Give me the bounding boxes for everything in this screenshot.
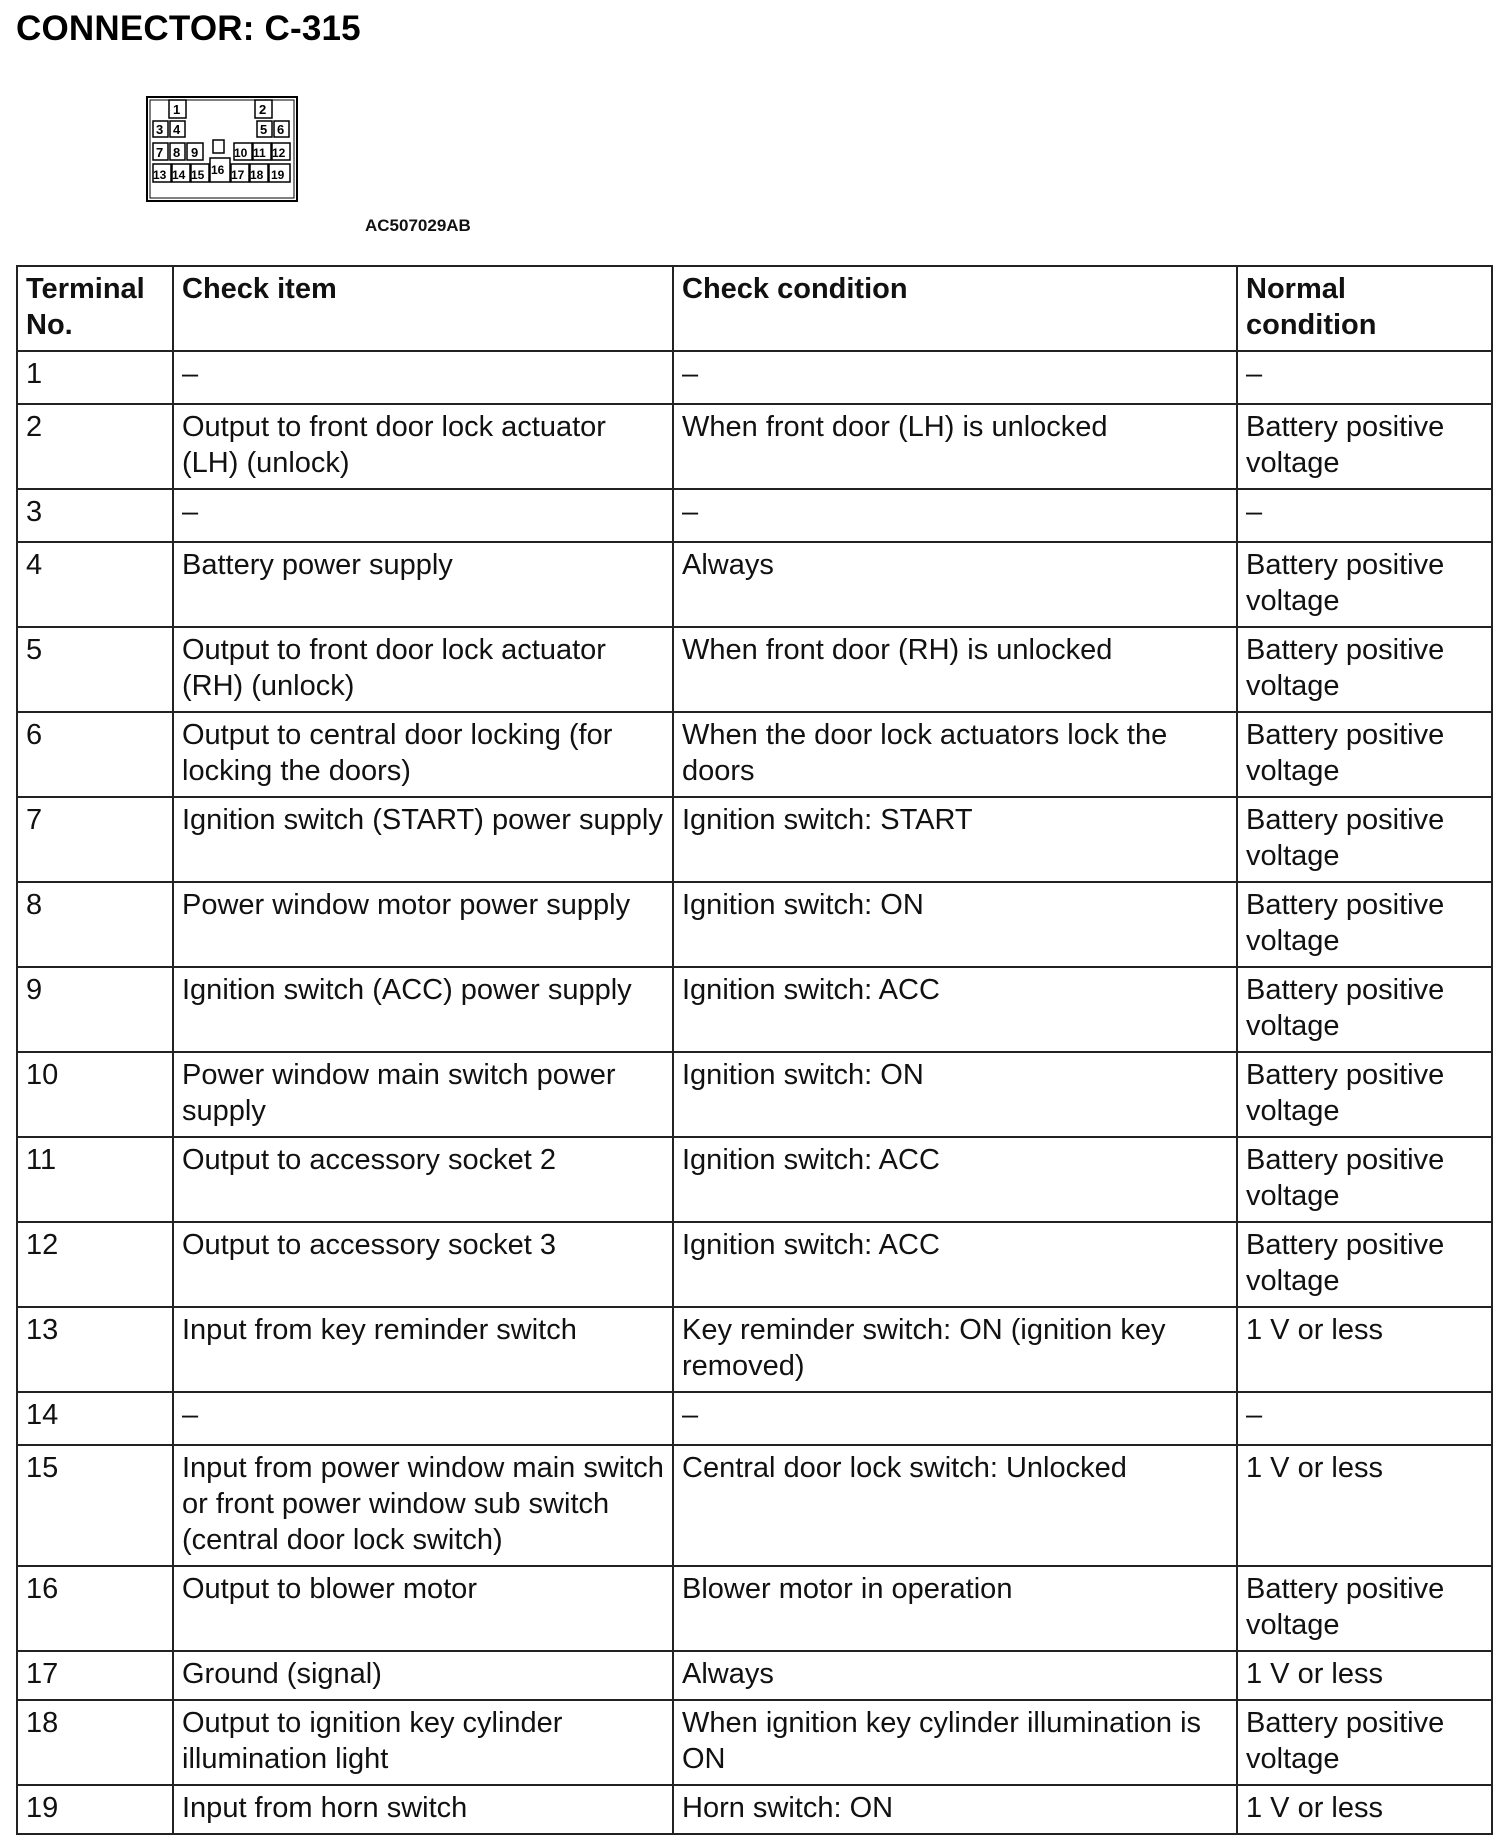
- check-condition-cell: Horn switch: ON: [673, 1785, 1237, 1834]
- check-item-cell: Power window motor power supply: [173, 882, 673, 967]
- normal-condition-cell: 1 V or less: [1237, 1445, 1492, 1566]
- normal-condition-cell: Battery positive voltage: [1237, 1700, 1492, 1785]
- normal-condition-cell: Battery positive voltage: [1237, 1222, 1492, 1307]
- check-condition-cell: Blower motor in operation: [673, 1566, 1237, 1651]
- check-item-cell: Battery power supply: [173, 542, 673, 627]
- check-condition-cell: Always: [673, 1651, 1237, 1700]
- terminal-cell: 11: [17, 1137, 173, 1222]
- normal-condition-cell: 1 V or less: [1237, 1785, 1492, 1834]
- check-item-cell: Output to blower motor: [173, 1566, 673, 1651]
- connector-pinout-figure: [146, 96, 298, 202]
- pin-label: 1: [173, 102, 181, 117]
- terminal-cell: 4: [17, 542, 173, 627]
- pin-label: 15: [191, 168, 205, 182]
- table-row: [17, 1307, 1492, 1392]
- normal-condition-cell: Battery positive voltage: [1237, 1052, 1492, 1137]
- header-normal-condition: Normal condition: [1237, 266, 1492, 351]
- header-terminal-no: Terminal No.: [17, 266, 173, 351]
- normal-condition-cell: Battery positive voltage: [1237, 627, 1492, 712]
- check-item-cell: –: [173, 1392, 673, 1445]
- check-condition-cell: Ignition switch: ON: [673, 1052, 1237, 1137]
- terminal-cell: 19: [17, 1785, 173, 1834]
- normal-condition-cell: Battery positive voltage: [1237, 1566, 1492, 1651]
- pin-label: 19: [271, 168, 285, 182]
- terminal-cell: 14: [17, 1392, 173, 1445]
- pin-label: 5: [260, 122, 268, 137]
- check-item-cell: Output to accessory socket 2: [173, 1137, 673, 1222]
- terminal-cell: 18: [17, 1700, 173, 1785]
- terminal-cell: 13: [17, 1307, 173, 1392]
- pin-label: 12: [272, 146, 286, 160]
- check-item-cell: –: [173, 351, 673, 404]
- pin-label: 13: [153, 168, 167, 182]
- check-condition-cell: –: [673, 1392, 1237, 1445]
- table-row: [17, 1445, 1492, 1566]
- table-row: [17, 1700, 1492, 1785]
- terminal-cell: 12: [17, 1222, 173, 1307]
- pin-label: 2: [259, 102, 267, 117]
- check-item-cell: –: [173, 489, 673, 542]
- check-condition-cell: When front door (RH) is unlocked: [673, 627, 1237, 712]
- check-condition-cell: Key reminder switch: ON (ignition key removed): [673, 1307, 1237, 1392]
- table-row: [17, 967, 1492, 1052]
- check-item-cell: Power window main switch power supply: [173, 1052, 673, 1137]
- check-condition-cell: Ignition switch: ACC: [673, 1222, 1237, 1307]
- pin-label: 11: [253, 146, 266, 160]
- check-item-cell: Output to front door lock actuator (LH) (unlock): [173, 404, 673, 489]
- check-condition-cell: Ignition switch: ACC: [673, 967, 1237, 1052]
- table-row: [17, 351, 1492, 404]
- check-item-cell: Output to central door locking (for locking the doors): [173, 712, 673, 797]
- check-condition-cell: Always: [673, 542, 1237, 627]
- pin-label: 6: [277, 122, 285, 137]
- normal-condition-cell: Battery positive voltage: [1237, 404, 1492, 489]
- table-row: [17, 1651, 1492, 1700]
- table-row: [17, 489, 1492, 542]
- check-item-cell: Input from power window main switch or front power window sub switch (central door lock switch): [173, 1445, 673, 1566]
- normal-condition-cell: Battery positive voltage: [1237, 882, 1492, 967]
- terminal-cell: 9: [17, 967, 173, 1052]
- terminal-cell: 2: [17, 404, 173, 489]
- check-condition-cell: When front door (LH) is unlocked: [673, 404, 1237, 489]
- pin-label: 14: [172, 168, 186, 182]
- check-item-cell: Input from horn switch: [173, 1785, 673, 1834]
- check-condition-cell: –: [673, 489, 1237, 542]
- normal-condition-cell: Battery positive voltage: [1237, 797, 1492, 882]
- pin-label: 9: [191, 145, 199, 160]
- connector-diagram: [146, 96, 298, 202]
- terminal-cell: 10: [17, 1052, 173, 1137]
- table-row: [17, 542, 1492, 627]
- pin-label: 4: [173, 122, 181, 137]
- normal-condition-cell: –: [1237, 489, 1492, 542]
- check-condition-cell: –: [673, 351, 1237, 404]
- check-item-cell: Ignition switch (START) power supply: [173, 797, 673, 882]
- table-row: [17, 882, 1492, 967]
- header-check-item: Check item: [173, 266, 673, 351]
- terminal-cell: 8: [17, 882, 173, 967]
- terminal-cell: 7: [17, 797, 173, 882]
- check-condition-cell: Ignition switch: START: [673, 797, 1237, 882]
- table-header-row: [17, 266, 1492, 351]
- figure-code: AC507029AB: [365, 216, 471, 235]
- table-row: [17, 627, 1492, 712]
- pin-label: 16: [211, 163, 225, 177]
- normal-condition-cell: Battery positive voltage: [1237, 1137, 1492, 1222]
- terminal-cell: 17: [17, 1651, 173, 1700]
- terminal-cell: 1: [17, 351, 173, 404]
- check-item-cell: Output to ignition key cylinder illumination light: [173, 1700, 673, 1785]
- table-row: [17, 1137, 1492, 1222]
- table-row: [17, 797, 1492, 882]
- terminal-cell: 16: [17, 1566, 173, 1651]
- terminal-cell: 15: [17, 1445, 173, 1566]
- pin-label: 10: [234, 146, 248, 160]
- table-row: [17, 404, 1492, 489]
- normal-condition-cell: –: [1237, 351, 1492, 404]
- table-row: [17, 1785, 1492, 1834]
- check-item-cell: Ground (signal): [173, 1651, 673, 1700]
- normal-condition-cell: Battery positive voltage: [1237, 967, 1492, 1052]
- normal-condition-cell: –: [1237, 1392, 1492, 1445]
- check-item-cell: Input from key reminder switch: [173, 1307, 673, 1392]
- terminal-cell: 5: [17, 627, 173, 712]
- check-item-cell: Ignition switch (ACC) power supply: [173, 967, 673, 1052]
- check-item-cell: Output to front door lock actuator (RH) (unlock): [173, 627, 673, 712]
- normal-condition-cell: Battery positive voltage: [1237, 542, 1492, 627]
- pin-label: 17: [231, 168, 245, 182]
- table-row: [17, 1222, 1492, 1307]
- check-condition-cell: Ignition switch: ON: [673, 882, 1237, 967]
- pin-label: 8: [173, 145, 181, 160]
- terminal-check-table: [16, 265, 1493, 1835]
- check-condition-cell: When the door lock actuators lock the doors: [673, 712, 1237, 797]
- check-item-cell: Output to accessory socket 3: [173, 1222, 673, 1307]
- check-condition-cell: Central door lock switch: Unlocked: [673, 1445, 1237, 1566]
- normal-condition-cell: 1 V or less: [1237, 1651, 1492, 1700]
- table-row: [17, 1052, 1492, 1137]
- table-row: [17, 712, 1492, 797]
- table-body: [17, 351, 1492, 1834]
- pin-label: 3: [156, 122, 164, 137]
- pin-label: 7: [156, 145, 164, 160]
- terminal-cell: 3: [17, 489, 173, 542]
- terminal-cell: 6: [17, 712, 173, 797]
- header-check-condition: Check condition: [673, 266, 1237, 351]
- normal-condition-cell: Battery positive voltage: [1237, 712, 1492, 797]
- check-condition-cell: Ignition switch: ACC: [673, 1137, 1237, 1222]
- pin-label: 18: [250, 168, 264, 182]
- table-row: [17, 1566, 1492, 1651]
- table-row: [17, 1392, 1492, 1445]
- normal-condition-cell: 1 V or less: [1237, 1307, 1492, 1392]
- check-condition-cell: When ignition key cylinder illumination is ON: [673, 1700, 1237, 1785]
- page-title: CONNECTOR: C-315: [16, 9, 361, 48]
